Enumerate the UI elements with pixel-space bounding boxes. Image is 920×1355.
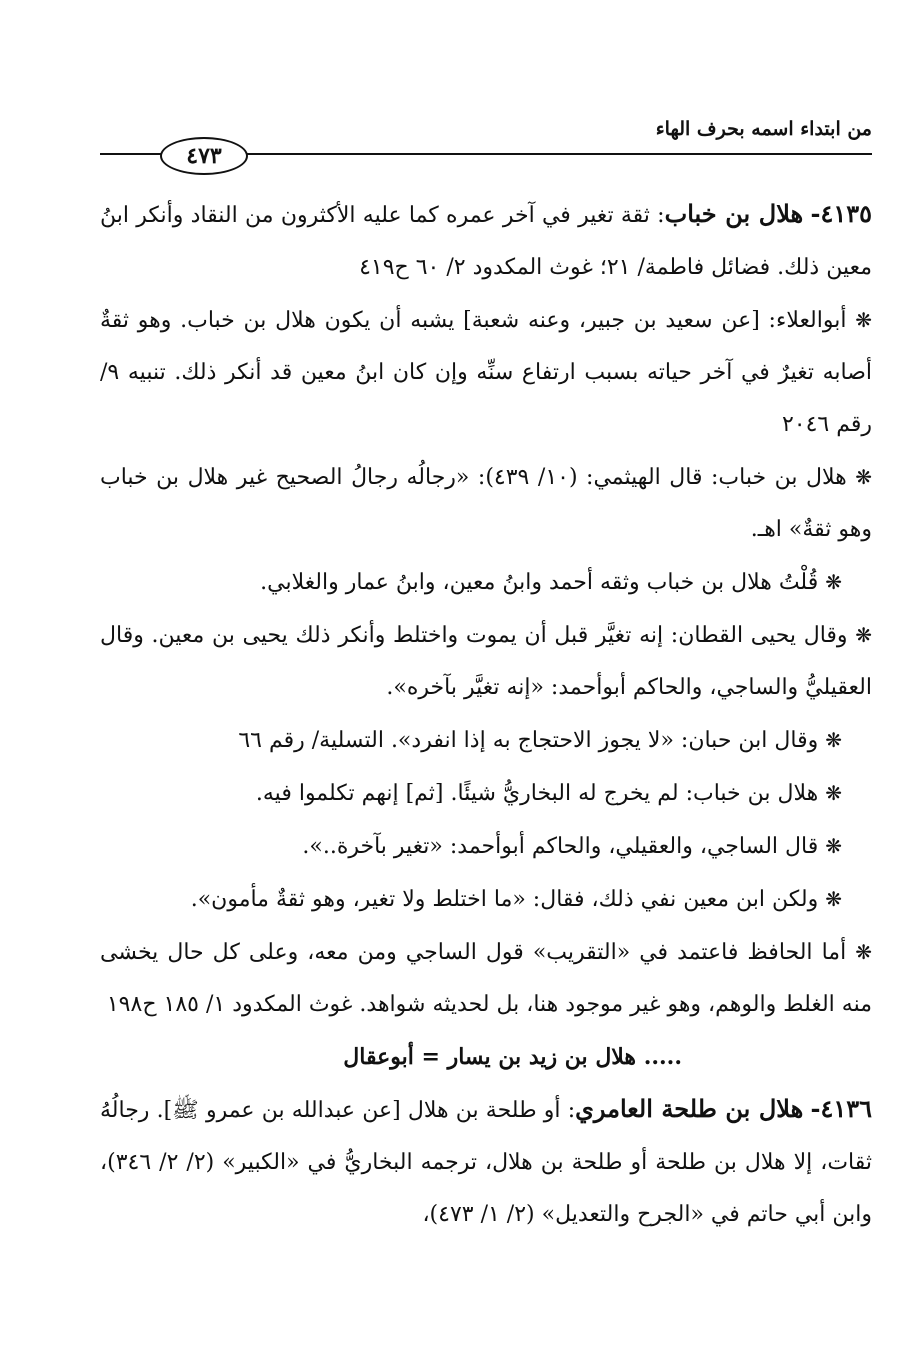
bullet-icon: ❋ — [855, 465, 873, 489]
bullet-icon: ❋ — [825, 834, 842, 858]
entry-name: هلال بن طلحة العامري — [575, 1094, 804, 1123]
entry-text: : ثقة تغير في آخر عمره كما عليه الأكثرون من النقاد وأنكر ابنُ معين ذلك. فضائل فاطمة/ ٢١؛ غوث المكدود ٢/ ٦٠ ح٤١٩ — [100, 203, 872, 280]
bullet-icon: ❋ — [825, 887, 842, 911]
entry-number: ٤١٣٦- — [810, 1094, 872, 1123]
paragraph — [100, 820, 872, 873]
entry-number: ٤١٣٥- — [810, 199, 873, 228]
paragraph — [100, 294, 872, 451]
paragraph — [100, 451, 872, 556]
paragraph — [100, 714, 872, 767]
paragraph-text: أبوالعلاء: [عن سعيد بن جبير، وعنه شعبة] يشبه أن يكون هلال بن خباب. وهو ثقةٌ أصابه تغيرٌ في آخر حياته بسبب ارتفاع سنِّه وإن كان ابنُ معين قد أنكر ذلك. تنبيه ٩/ رقم ٢٠٤٦ — [100, 308, 872, 437]
paragraph-text: وقال ابن حبان: «لا يجوز الاحتجاج به إذا انفرد». التسلية/ رقم ٦٦ — [238, 728, 819, 753]
running-title: من ابتداء اسمه بحرف الهاء — [655, 118, 872, 140]
bullet-icon: ❋ — [825, 570, 842, 594]
page-number: ٤٧٣ — [160, 137, 248, 175]
bullet-icon: ❋ — [825, 728, 842, 752]
paragraph — [100, 556, 872, 609]
bullet-icon: ❋ — [825, 781, 842, 805]
entry-4135 — [100, 188, 872, 294]
paragraph-text: هلال بن خباب: لم يخرج له البخاريُّ شيئًا. [ثم] إنهم تكلموا فيه. — [255, 781, 819, 806]
paragraph-text: أما الحافظ فاعتمد في «التقريب» قول الساجي ومن معه، وعلى كل حال يخشى منه الغلط والوهم، وهو غير موجود هنا، بل لحديثه شواهد. غوث المكدود ١/ ١٨٥ ح١٩٨ — [100, 940, 872, 1017]
bullet-icon: ❋ — [855, 623, 872, 647]
bullet-icon: ❋ — [855, 940, 872, 964]
paragraph-text: هلال بن خباب: قال الهيثمي: (١٠/ ٤٣٩): «رجالُه رجالُ الصحيح غير هلال بن خباب وهو ثقةٌ» اهـ. — [100, 465, 872, 542]
paragraph-text: وقال يحيى القطان: إنه تغيَّر قبل أن يموت واختلط وأنكر ذلك يحيى بن معين. وقال العقيليُّ والساجي، والحاكم أبوأحمد: «إنه تغيَّر بآخره». — [100, 623, 872, 700]
paragraph — [100, 609, 872, 714]
paragraph-text: قُلْتُ هلال بن خباب وثقه أحمد وابنُ معين، وابنُ عمار والغلابي. — [260, 570, 819, 595]
paragraph — [100, 926, 872, 1031]
page-body — [100, 188, 872, 1241]
paragraph — [100, 873, 872, 926]
entry-name: هلال بن خباب — [664, 199, 804, 228]
bullet-icon: ❋ — [855, 308, 873, 332]
paragraph — [100, 767, 872, 820]
paragraph-text: ولكن ابن معين نفي ذلك، فقال: «ما اختلط ولا تغير، وهو ثقةٌ مأمون». — [190, 887, 819, 912]
entry-text: : أو طلحة بن هلال [عن عبدالله بن عمرو ﷺ]. رجالُهُ ثقات، إلا هلال بن طلحة أو طلحة بن هلال، ترجمه البخاريُّ في «الكبير» (٢/ ٢/ ٣٤٦)، وابن أبي حاتم في «الجرح والتعديل» (٢/ ١/ ٤٧٣)، — [100, 1098, 873, 1227]
entry-4136 — [100, 1083, 872, 1241]
paragraph-text: قال الساجي، والعقيلي، والحاكم أبوأحمد: «تغير بآخرة..». — [302, 834, 819, 859]
cross-reference: ..... هلال بن زيد بن يسار = أبوعقال — [343, 1044, 682, 1070]
